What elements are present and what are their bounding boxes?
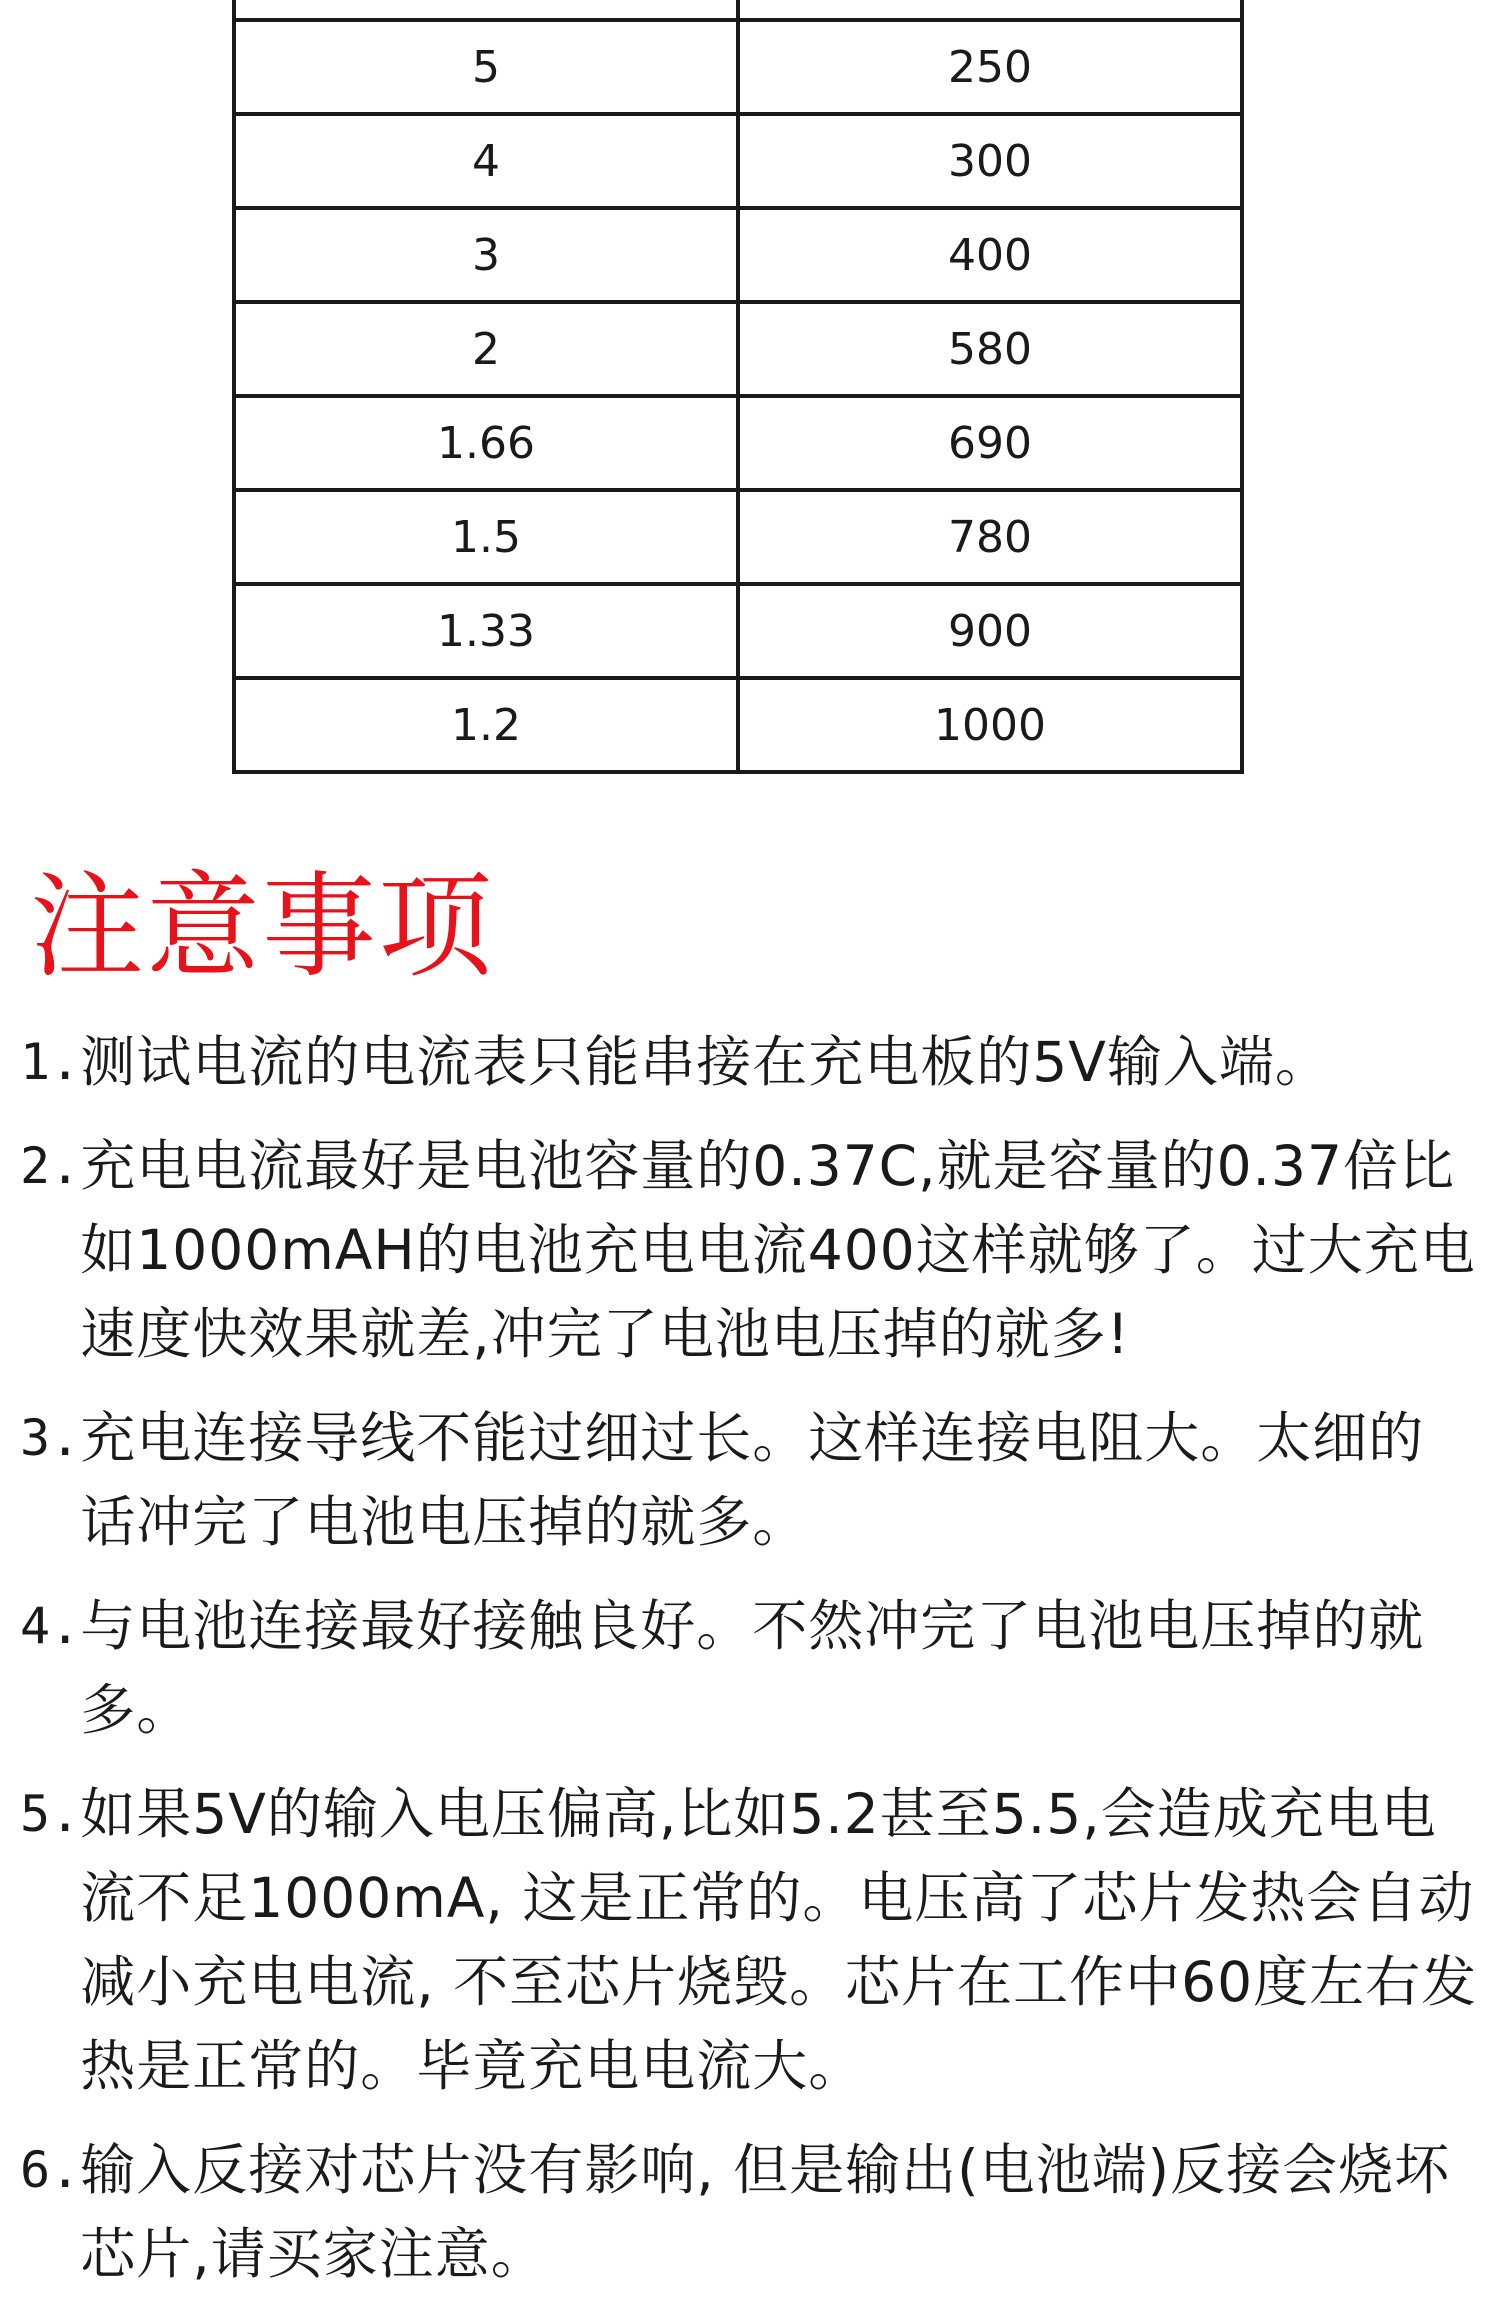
table-row [234,584,1242,678]
table-cell-left: 1.5 [234,490,738,584]
value-table [232,0,1244,774]
table-cell-right: 690 [738,396,1242,490]
note-text: 与电池连接最好接触良好。不然冲完了电池电压掉的就多。 [80,1594,1425,1742]
table-cell-right: 300 [738,114,1242,208]
table-cell-left: 2 [234,302,738,396]
table-cell-left: 1.66 [234,396,738,490]
note-number: 4. [20,1597,81,1655]
note-text: 如果5V的输入电压偏高,比如5.2甚至5.5,会造成充电电流不足1000mA, 这是正常的。电压高了芯片发热会自动减小充电电流, 不至芯片烧毁。芯片在工作中60度左右发热是正常的。毕竟充电电流大。 [80,1782,1478,2098]
table-cell-right: 1000 [738,678,1242,772]
table-row [234,490,1242,584]
note-text: 充电连接导线不能过细过长。这样连接电阻大。太细的话冲完了电池电压掉的就多。 [80,1406,1425,1554]
note-text: 充电电流最好是电池容量的0.37C,就是容量的0.37倍比如1000mAH的电池充电电流400这样就够了。过大充电速度快效果就差,冲完了电池电压掉的就多! [80,1134,1476,1366]
notes-title: 注意事项 [30,860,495,993]
table-cell-left: 5 [234,20,738,114]
table-row [234,678,1242,772]
table-cell-right: 250 [738,20,1242,114]
note-item [20,1396,1480,1564]
table-cell-left: 4 [234,114,738,208]
table-row [234,396,1242,490]
table-cell-right: 580 [738,302,1242,396]
note-number: 6. [20,2141,81,2199]
table-cell-left: 3 [234,208,738,302]
notes-list [20,1020,1480,2316]
note-number: 3. [20,1409,81,1467]
table-row [234,208,1242,302]
note-item [20,1584,1480,1752]
table-cell-left: 1.2 [234,678,738,772]
table-cell-right [738,0,1242,20]
note-item [20,2128,1480,2296]
note-text: 测试电流的电流表只能串接在充电板的5V输入端。 [80,1030,1331,1094]
note-item [20,1124,1480,1376]
note-item [20,1020,1480,1104]
table-row [234,0,1242,20]
note-item [20,1772,1480,2108]
note-number: 2. [20,1137,81,1195]
table-body [234,0,1242,772]
table-cell-left [234,0,738,20]
table-cell-right: 400 [738,208,1242,302]
table-cell-right: 900 [738,584,1242,678]
table-cell-left: 1.33 [234,584,738,678]
table-row [234,302,1242,396]
table-row [234,114,1242,208]
table-cell-right: 780 [738,490,1242,584]
note-number: 5. [20,1785,81,1843]
table-row [234,20,1242,114]
note-text: 输入反接对芯片没有影响, 但是输出(电池端)反接会烧坏芯片,请买家注意。 [80,2138,1451,2286]
note-number: 1. [20,1033,81,1091]
